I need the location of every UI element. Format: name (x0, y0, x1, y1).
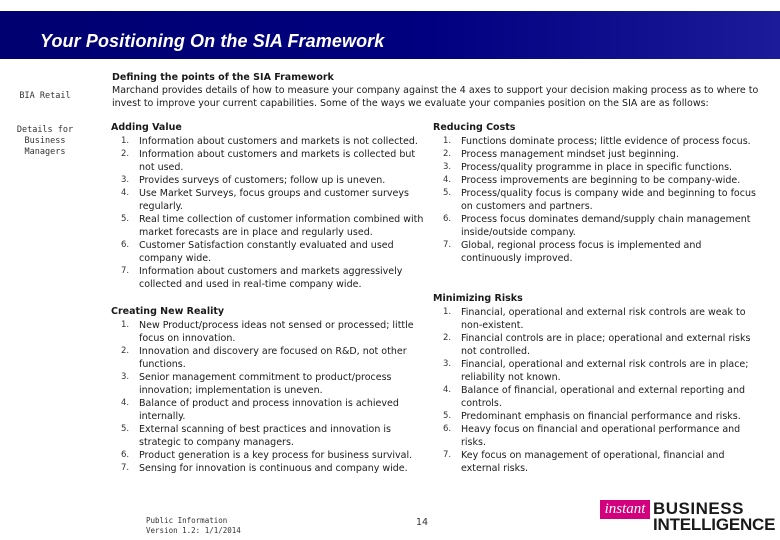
item-text: Heavy focus on financial and operational performance and risks. (461, 424, 741, 448)
list-item (433, 213, 758, 239)
list-item (111, 449, 433, 462)
section-title: Adding Value (111, 122, 182, 133)
footer-info (146, 516, 241, 536)
item-number: 2. (443, 333, 452, 343)
item-number: 2. (443, 149, 452, 159)
item-number: 3. (121, 372, 130, 382)
reducing-costs-section (433, 121, 758, 265)
item-text: Process improvements are beginning to be company-wide. (461, 175, 741, 186)
item-number: 1. (443, 307, 452, 317)
item-number: 6. (443, 424, 452, 434)
list-item (111, 187, 431, 213)
item-text: Process focus dominates demand/supply chain management inside/outside company. (461, 214, 751, 238)
list-item (433, 332, 758, 358)
intro-block (112, 71, 772, 110)
creating-new-reality-list (111, 319, 433, 475)
item-text: Balance of financial, operational and external reporting and controls. (461, 385, 745, 409)
adding-value-section (111, 121, 431, 291)
item-text: Sensing for innovation is continuous and company wide. (139, 463, 408, 474)
list-item (433, 174, 758, 187)
item-text: New Product/process ideas not sensed or processed; little focus on innovation. (139, 320, 414, 344)
item-text: Real time collection of customer information combined with market forecasts are in place and regularly used. (139, 214, 424, 238)
list-item (111, 213, 431, 239)
item-text: Information about customers and markets is not collected. (139, 136, 418, 147)
list-item (433, 148, 758, 161)
sidebar-label-retail: BIA Retail (19, 91, 71, 101)
header-banner (0, 0, 780, 60)
item-text: Functions dominate process; little evidence of process focus. (461, 136, 751, 147)
item-number: 7. (121, 463, 130, 473)
intro-title: Defining the points of the SIA Framework (112, 72, 334, 83)
item-number: 4. (121, 398, 130, 408)
creating-new-reality-section (111, 305, 433, 475)
item-number: 1. (121, 136, 130, 146)
page-title: Your Positioning On the SIA Framework (40, 31, 385, 51)
item-number: 6. (443, 214, 452, 224)
list-item (433, 410, 758, 423)
list-item (111, 423, 433, 449)
item-text: Global, regional process focus is implemented and continuously improved. (461, 240, 702, 264)
item-text: Process/quality focus is company wide and beginning to focus on customers and partners. (461, 188, 756, 212)
item-text: Use Market Surveys, focus groups and customer surveys regularly. (139, 188, 409, 212)
item-text: Information about customers and markets aggressively collected and used in real-time company wide. (139, 266, 403, 290)
list-item (433, 135, 758, 148)
list-item (433, 358, 758, 384)
reducing-costs-list (433, 135, 758, 265)
item-text: Process management mindset just beginning. (461, 149, 679, 160)
logo-business: BUSINESS (653, 499, 744, 518)
item-number: 6. (121, 240, 130, 250)
item-number: 7. (121, 266, 130, 276)
page-number: 14 (416, 517, 429, 528)
list-item (433, 423, 758, 449)
item-number: 4. (443, 175, 452, 185)
logo-instant: instant (600, 500, 650, 519)
item-number: 5. (443, 188, 452, 198)
list-item (111, 371, 433, 397)
list-item (111, 319, 433, 345)
list-item (111, 148, 431, 174)
item-number: 7. (443, 240, 452, 250)
minimizing-risks-section (433, 292, 758, 475)
list-item (111, 239, 431, 265)
item-number: 3. (121, 175, 130, 185)
item-number: 5. (443, 411, 452, 421)
item-text: Financial, operational and external risk controls are in place; reliability not known. (461, 359, 749, 383)
list-item (433, 449, 758, 475)
instant-business-intelligence-logo (600, 500, 775, 534)
item-number: 7. (443, 450, 452, 460)
minimizing-risks-list (433, 306, 758, 475)
item-number: 1. (121, 320, 130, 330)
list-item (111, 462, 433, 475)
item-number: 3. (443, 162, 452, 172)
list-item (433, 239, 758, 265)
item-text: Financial controls are in place; operational and external risks not controlled. (461, 333, 751, 357)
adding-value-list (111, 135, 431, 291)
list-item (111, 174, 431, 187)
list-item (111, 345, 433, 371)
section-title: Creating New Reality (111, 306, 225, 317)
item-number: 5. (121, 214, 130, 224)
item-text: External scanning of best practices and innovation is strategic to company managers. (139, 424, 391, 448)
item-text: Predominant emphasis on financial performance and risks. (461, 411, 741, 422)
item-text: Product generation is a key process for business survival. (139, 450, 413, 461)
item-text: Senior management commitment to product/process innovation; implementation is uneven. (139, 372, 392, 396)
list-item (111, 135, 431, 148)
item-number: 4. (443, 385, 452, 395)
item-number: 2. (121, 346, 130, 356)
item-text: Balance of product and process innovation is achieved internally. (139, 398, 399, 422)
list-item (111, 397, 433, 423)
list-item (433, 161, 758, 174)
item-text: Customer Satisfaction constantly evaluated and used company wide. (139, 240, 394, 264)
item-text: Innovation and discovery are focused on R&D, not other functions. (139, 346, 407, 370)
item-number: 4. (121, 188, 130, 198)
section-title: Minimizing Risks (433, 293, 523, 304)
sidebar-label-details: Details for Business Managers (16, 125, 74, 157)
section-title: Reducing Costs (433, 122, 516, 133)
item-number: 2. (121, 149, 130, 159)
footer-classification: Public Information (146, 516, 228, 525)
item-number: 6. (121, 450, 130, 460)
item-number: 3. (443, 359, 452, 369)
intro-text: Marchand provides details of how to measure your company against the 4 axes to support your decision making process as to where to invest to improve your current capabilities. Some of the ways we evaluate your companies position on the SIA are as follows: (112, 85, 759, 109)
list-item (433, 384, 758, 410)
footer-version: Version 1.2: 1/1/2014 (146, 526, 241, 535)
list-item (111, 265, 431, 291)
list-item (433, 187, 758, 213)
item-text: Key focus on management of operational, financial and external risks. (461, 450, 725, 474)
item-number: 1. (443, 136, 452, 146)
item-text: Provides surveys of customers; follow up is uneven. (139, 175, 386, 186)
item-text: Information about customers and markets is collected but not used. (139, 149, 416, 173)
item-text: Financial, operational and external risk controls are weak to non-existent. (461, 307, 746, 331)
item-number: 5. (121, 424, 130, 434)
list-item (433, 306, 758, 332)
logo-intelligence: INTELLIGENCE (653, 515, 776, 534)
item-text: Process/quality programme in place in specific functions. (461, 162, 733, 173)
